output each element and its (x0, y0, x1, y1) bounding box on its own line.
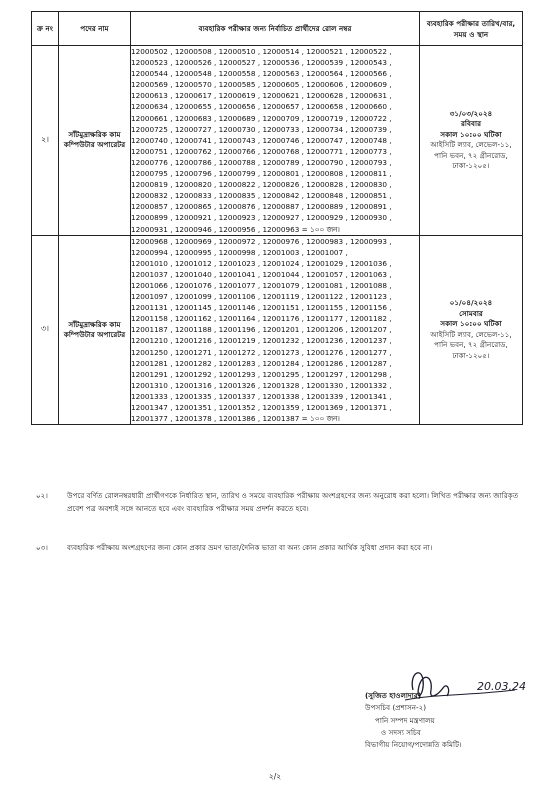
signature-block (365, 690, 525, 751)
roll-number-line: 12000968 , 12000969 , 12000972 , 12000976 , 12000983 , 12000993 , (131, 236, 392, 246)
header-serial: ক্র নং (32, 12, 59, 46)
roll-number-line: 12000994 , 12000995 , 12000998 , 12001003 , 12001007 , (131, 247, 348, 257)
roll-number-line: 12001310 , 12001316 , 12001326 , 12001328 , 12001330 , 12001332 , (131, 380, 392, 390)
roll-numbers-cell (131, 46, 420, 236)
page-number: ২/২ (268, 772, 282, 781)
schedule-time: সকাল ১০:০০ ঘটিকা (440, 129, 502, 139)
roll-numbers-cell (131, 235, 420, 425)
signatory-designation: উপসচিব (প্রশাসন-২) (365, 703, 427, 713)
schedule-city: ঢাকা-১২০৫। (452, 350, 490, 360)
schedule-time: সকাল ১০:০০ ঘটিকা (440, 319, 502, 329)
roll-number-line: 12000832 , 12000833 , 12000835 , 12000842 , 12000848 , 12000851 , (131, 191, 392, 201)
note-number: ০২। (36, 491, 48, 500)
roll-number-line: 12001131 , 12001145 , 12001146 , 12001151 , 12001155 , 12001156 , (131, 303, 392, 313)
roll-number-line: 12001347 , 12001351 , 12001352 , 12001359 , 12001369 , 12001371 , (131, 403, 392, 412)
roll-number-line: 12000931 , 12000946 , 12000956 , 12000963 = ১০০ জন। (131, 224, 340, 234)
schedule-cell (420, 235, 523, 425)
roll-number-line: 12000857 , 12000865 , 12000876 , 12000887 , 12000889 , 12000891 , (131, 202, 392, 212)
svg-text:20.03.24: 20.03.24 (477, 680, 526, 693)
roll-number-line: 12001010 , 12001012 , 12001023 , 12001024 , 12001029 , 12001036 , (131, 258, 392, 268)
roll-number-line: 12001377 , 12001378 , 12001386 , 12001387 = ১০০ জন। (131, 414, 340, 424)
schedule-building: পানি ভবন, ৭২ গ্রীনরোড, (434, 150, 508, 160)
roll-number-line: 12000523 , 12000526 , 12000527 , 12000536 , 12000539 , 12000543 , (131, 58, 392, 68)
schedule-lab: আইসিটি ল্যাব, লেভেল-১১, (430, 329, 512, 339)
roll-number-line: 12000661 , 12000683 , 12000689 , 12000709 , 12000719 , 12000722 , (131, 113, 392, 123)
roll-number-line: 12000544 , 12000548 , 12000558 , 12000563 , 12000564 , 12000566 , (131, 69, 392, 79)
roll-number-line: 12000899 , 12000921 , 12000923 , 12000927 , 12000929 , 12000930 , (131, 213, 392, 223)
note-text: উপরে বর্ণিত রোলনম্বরধারী প্রার্থীগণকে নির্ধারিত স্থান, তারিখ ও সময়ে ব্যবহারিক পরীক্ষায় অংশগ্রহণের জন্য অনুরোধ করা হলো। লিখিত পরীক্ষার জন্য জারিকৃত প্রবেশ পত্র অবশ্যই সঙ্গে আনতে হবে এবং ব্যবহারিক পরীক্ষার সময় প্রদর্শন করতে হবে। (67, 491, 519, 513)
header-schedule: ব্যবহারিক পরীক্ষার তারিখ/বার, সময় ও স্থান (420, 12, 523, 46)
roll-number-line: 12000751 , 12000762 , 12000766 , 12000768 , 12000771 , 12000773 , (131, 146, 392, 156)
roll-number-line: 12001281 , 12001282 , 12001283 , 12001284 , 12001286 , 12001287 , (131, 358, 392, 368)
roll-number-line: 12000776 , 12000786 , 12000788 , 12000789 , 12000790 , 12000793 , (131, 157, 392, 167)
signatory-ministry: পানি সম্পদ মন্ত্রণালয় (375, 715, 435, 725)
roll-number-line: 12000569 , 12000570 , 12000585 , 12000605 , 12000606 , 12000609 , (131, 80, 392, 90)
serial-cell: ২। (32, 46, 59, 236)
schedule-date: ০১/০৪/২০২৪ (449, 298, 493, 308)
schedule-cell (420, 46, 523, 236)
roll-number-line: 12001037 , 12001040 , 12001041 , 12001044 , 12001057 , 12001063 , (131, 269, 392, 279)
table-header-row (32, 12, 523, 46)
roll-number-table (31, 11, 523, 425)
signatory-name: (সুজিত হাওলাদার) (365, 691, 422, 700)
schedule-city: ঢাকা-১২০৫। (452, 161, 490, 171)
schedule-date: ৩১/০৩/২০২৪ (449, 108, 493, 118)
roll-number-line: 12000613 , 12000617 , 12000619 , 12000621 , 12000628 , 12000631 , (131, 91, 392, 101)
roll-number-line: 12001210 , 12001216 , 12001219 , 12001232 , 12001236 , 12001237 , (131, 336, 392, 346)
note-02 (31, 490, 522, 515)
roll-number-line: 12001097 , 12001099 , 12001106 , 12001119 , 12001122 , 12001123 , (131, 292, 392, 302)
schedule-building: পানি ভবন, ৭২ গ্রীনরোড, (434, 340, 508, 350)
header-post: পদের নাম (59, 12, 131, 46)
table-row (32, 235, 523, 425)
roll-number-line: 12000819 , 12000820 , 12000822 , 12000826 , 12000828 , 12000830 , (131, 180, 392, 190)
note-text: ব্যবহারিক পরীক্ষায় অংশগ্রহণের জন্য কোন প্রকার ভ্রমণ ভাতা/দৈনিক ভাতা বা অন্য কোন প্রকার আর্থিক সুবিধা প্রদান করা হবে না। (67, 543, 433, 552)
roll-number-line: 12000740 , 12000741 , 12000743 , 12000746 , 12000747 , 12000748 , (131, 135, 392, 145)
signatory-committee: বিভাগীয় নিয়োগ/পদোন্নতি কমিটি। (365, 740, 462, 750)
note-03 (31, 542, 522, 555)
roll-number-line: 12000502 , 12000508 , 12000510 , 12000514 , 12000521 , 12000522 , (131, 47, 392, 56)
schedule-day: সোমবার (459, 308, 483, 318)
roll-number-line: 12000795 , 12000796 , 12000799 , 12000801 , 12000808 , 12000811 , (131, 169, 392, 179)
post-name-cell: সাঁটমুদ্রাক্ষরিক কাম কম্পিউটার অপারেটর (59, 46, 131, 236)
signatory-role: ও সদস্য সচিব (381, 727, 421, 737)
header-rolls: ব্যবহারিক পরীক্ষার জন্য নির্বাচিত প্রার্থীদের রোল নম্বর (131, 12, 420, 46)
post-name-cell: সাঁটমুদ্রাক্ষরিক কাম কম্পিউটার অপারেটর (59, 235, 131, 425)
roll-number-line: 12001333 , 12001335 , 12001337 , 12001338 , 12001339 , 12001341 , (131, 391, 392, 401)
serial-cell: ৩। (32, 235, 59, 425)
roll-number-line: 12000725 , 12000727 , 12000730 , 12000733 , 12000734 , 12000739 , (131, 124, 392, 134)
schedule-lab: আইসিটি ল্যাব, লেভেল-১১, (430, 140, 512, 150)
roll-number-line: 12001291 , 12001292 , 12001293 , 12001295 , 12001297 , 12001298 , (131, 369, 392, 379)
roll-number-line: 12000634 , 12000655 , 12000656 , 12000657 , 12000658 , 12000660 , (131, 102, 392, 112)
roll-number-line: 12001250 , 12001271 , 12001272 , 12001273 , 12001276 , 12001277 , (131, 347, 392, 357)
note-number: ০৩। (36, 543, 48, 552)
schedule-day: রবিবার (460, 119, 482, 129)
roll-number-line: 12001066 , 12001076 , 12001077 , 12001079 , 12001081 , 12001088 , (131, 280, 392, 290)
table-row (32, 46, 523, 236)
roll-number-line: 12001158 , 12001162 , 12001164 , 12001176 , 12001177 , 12001182 , (131, 314, 392, 324)
roll-number-line: 12001187 , 12001188 , 12001196 , 12001201 , 12001206 , 12001207 , (131, 325, 392, 335)
